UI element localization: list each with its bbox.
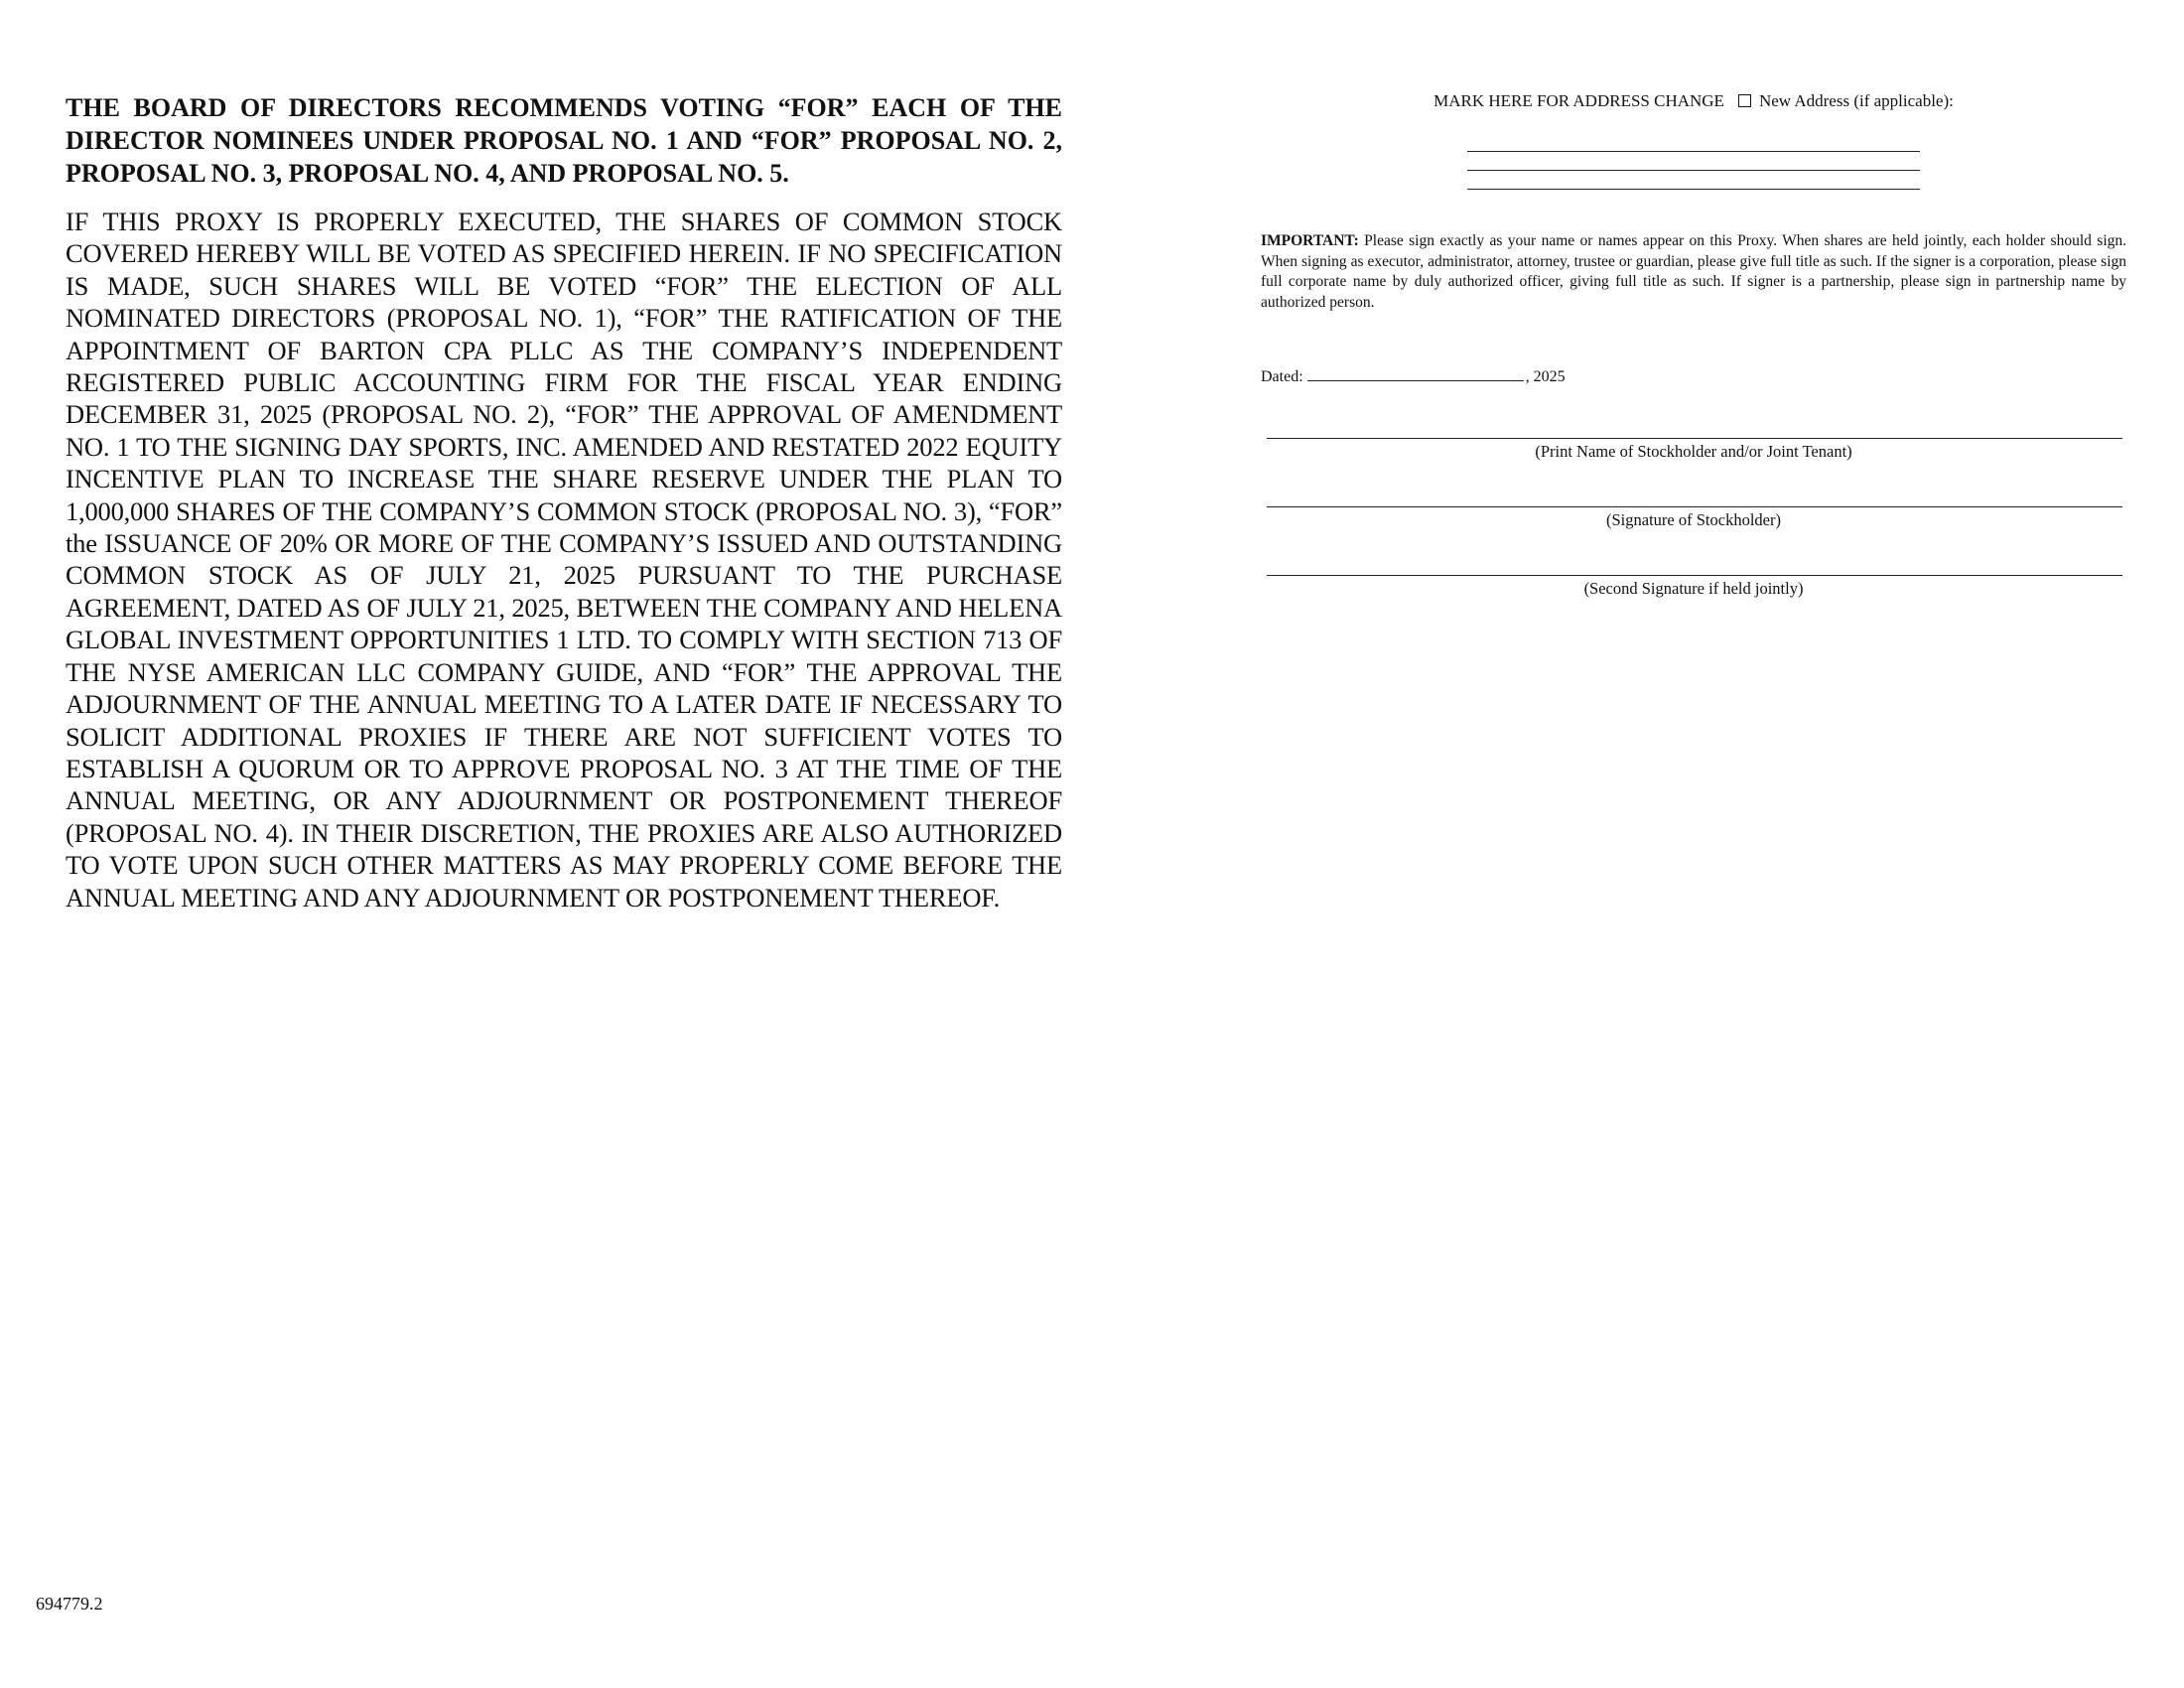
proxy-right-column xyxy=(1261,89,2126,600)
important-text: Please sign exactly as your name or names appear on this Proxy. When shares are held jointly, each holder should sign. When signing as executor, administrator, attorney, trustee or guardian, please give full title as such. If the signer is a corporation, please sign full corporate name by duly authorized officer, giving full title as such. If signer is a partnership, please sign in partnership name by authorized person. xyxy=(1261,232,2126,311)
new-address-line-2[interactable] xyxy=(1467,152,1920,171)
new-address-lines xyxy=(1467,133,1920,190)
print-name-line[interactable] xyxy=(1267,434,2122,439)
important-instructions xyxy=(1261,231,2126,313)
second-signature-line[interactable] xyxy=(1267,571,2122,576)
signature-line[interactable] xyxy=(1267,502,2122,507)
signature-block xyxy=(1261,502,2126,531)
print-name-block xyxy=(1261,434,2126,463)
proxy-left-column xyxy=(66,91,1062,914)
address-change-row xyxy=(1261,89,2126,113)
dated-row xyxy=(1261,364,2126,388)
new-address-line-3[interactable] xyxy=(1467,171,1920,190)
date-field[interactable] xyxy=(1307,364,1524,381)
second-signature-caption: (Second Signature if held jointly) xyxy=(1583,579,1804,598)
signature-caption: (Signature of Stockholder) xyxy=(1606,510,1781,529)
important-label: IMPORTANT: xyxy=(1261,232,1359,249)
print-name-caption: (Print Name of Stockholder and/or Joint Tenant) xyxy=(1535,442,1852,461)
dated-label: Dated: xyxy=(1261,368,1303,385)
address-change-label: MARK HERE FOR ADDRESS CHANGE xyxy=(1433,91,1724,110)
new-address-label: New Address (if applicable): xyxy=(1758,91,1954,110)
new-address-line-1[interactable] xyxy=(1467,133,1920,152)
address-change-checkbox[interactable] xyxy=(1738,94,1751,107)
dated-year: , 2025 xyxy=(1525,368,1566,385)
proxy-execution-statement: IF THIS PROXY IS PROPERLY EXECUTED, THE SHARES OF COMMON STOCK COVERED HEREBY WILL BE VOTED AS SPECIFIED HEREIN. IF NO SPECIFICATION IS MADE, SUCH SHARES WILL BE VOTED “FOR” THE ELECTION OF ALL NOMINATED DIRECTORS (PROPOSAL NO. 1), “FOR” THE RATIFICATION OF THE APPOINTMENT OF BARTON CPA PLLC AS THE COMPANY’S INDEPENDENT REGISTERED PUBLIC ACCOUNTING FIRM FOR THE FISCAL YEAR ENDING DECEMBER 31, 2025 (PROPOSAL NO. 2), “FOR” THE APPROVAL OF AMENDMENT NO. 1 TO THE SIGNING DAY SPORTS, INC. AMENDED AND RESTATED 2022 EQUITY INCENTIVE PLAN TO INCREASE THE SHARE RESERVE UNDER THE PLAN TO 1,000,000 SHARES OF THE COMPANY’S COMMON STOCK (PROPOSAL NO. 3), “FOR” the ISSUANCE OF 20% OR MORE OF THE COMPANY’S ISSUED AND OUTSTANDING COMMON STOCK AS OF JULY 21, 2025 PURSUANT TO THE PURCHASE AGREEMENT, DATED AS OF JULY 21, 2025, BETWEEN THE COMPANY AND HELENA GLOBAL INVESTMENT OPPORTUNITIES 1 LTD. TO COMPLY WITH SECTION 713 OF THE NYSE AMERICAN LLC COMPANY GUIDE, AND “FOR” THE APPROVAL THE ADJOURNMENT OF THE ANNUAL MEETING TO A LATER DATE IF NECESSARY TO SOLICIT ADDITIONAL PROXIES IF THERE ARE NOT SUFFICIENT VOTES TO ESTABLISH A QUORUM OR TO APPROVE PROPOSAL NO. 3 AT THE TIME OF THE ANNUAL MEETING, OR ANY ADJOURNMENT OR POSTPONEMENT THEREOF (PROPOSAL NO. 4). IN THEIR DISCRETION, THE PROXIES ARE ALSO AUTHORIZED TO VOTE UPON SUCH OTHER MATTERS AS MAY PROPERLY COME BEFORE THE ANNUAL MEETING AND ANY ADJOURNMENT OR POSTPONEMENT THEREOF. xyxy=(66,207,1062,913)
document-id: 694779.2 xyxy=(36,1594,103,1614)
board-recommendation-heading: THE BOARD OF DIRECTORS RECOMMENDS VOTING “FOR” EACH OF THE DIRECTOR NOMINEES UNDER PROPOSAL NO. 1 AND “FOR” PROPOSAL NO. 2, PROPOSAL NO. 3, PROPOSAL NO. 4, AND PROPOSAL NO. 5. xyxy=(66,93,1062,188)
second-signature-block xyxy=(1261,571,2126,600)
